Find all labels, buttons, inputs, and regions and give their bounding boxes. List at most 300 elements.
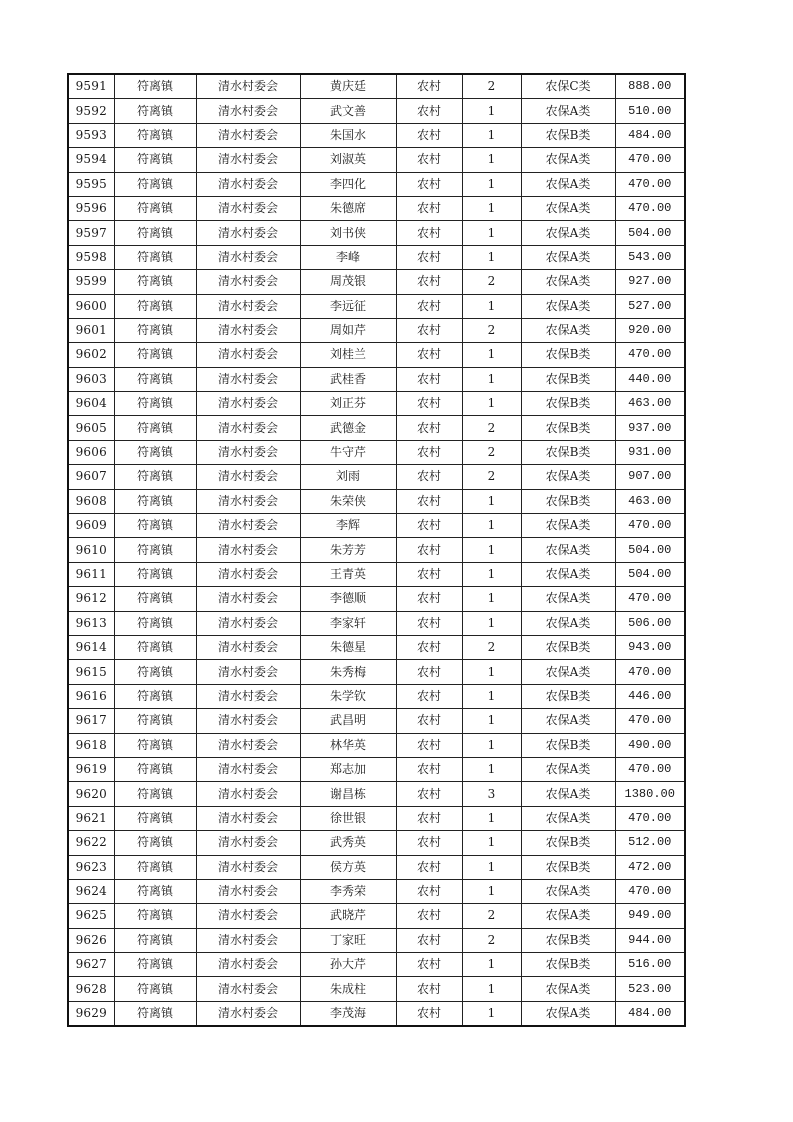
name-cell: 武德金 bbox=[300, 416, 396, 440]
household-size-cell: 1 bbox=[462, 831, 521, 855]
serial-number-cell: 9612 bbox=[68, 587, 114, 611]
town-cell: 符离镇 bbox=[114, 953, 196, 977]
household-size-cell: 2 bbox=[462, 465, 521, 489]
area-type-cell: 农村 bbox=[396, 74, 462, 99]
area-type-cell: 农村 bbox=[396, 1001, 462, 1026]
serial-number-cell: 9606 bbox=[68, 440, 114, 464]
area-type-cell: 农村 bbox=[396, 416, 462, 440]
table-row bbox=[68, 977, 685, 1001]
insurance-class-cell: 农保B类 bbox=[521, 416, 615, 440]
serial-number-cell: 9591 bbox=[68, 74, 114, 99]
household-size-cell: 1 bbox=[462, 221, 521, 245]
household-size-cell: 1 bbox=[462, 953, 521, 977]
village-committee-cell: 清水村委会 bbox=[196, 684, 300, 708]
village-committee-cell: 清水村委会 bbox=[196, 953, 300, 977]
village-committee-cell: 清水村委会 bbox=[196, 343, 300, 367]
village-committee-cell: 清水村委会 bbox=[196, 392, 300, 416]
area-type-cell: 农村 bbox=[396, 587, 462, 611]
serial-number-cell: 9605 bbox=[68, 416, 114, 440]
village-committee-cell: 清水村委会 bbox=[196, 660, 300, 684]
village-committee-cell: 清水村委会 bbox=[196, 562, 300, 586]
amount-cell: 927.00 bbox=[615, 270, 685, 294]
town-cell: 符离镇 bbox=[114, 879, 196, 903]
household-size-cell: 1 bbox=[462, 733, 521, 757]
amount-cell: 463.00 bbox=[615, 489, 685, 513]
town-cell: 符离镇 bbox=[114, 733, 196, 757]
amount-cell: 504.00 bbox=[615, 221, 685, 245]
serial-number-cell: 9594 bbox=[68, 148, 114, 172]
serial-number-cell: 9619 bbox=[68, 757, 114, 781]
insurance-class-cell: 农保A类 bbox=[521, 196, 615, 220]
area-type-cell: 农村 bbox=[396, 660, 462, 684]
town-cell: 符离镇 bbox=[114, 221, 196, 245]
area-type-cell: 农村 bbox=[396, 684, 462, 708]
town-cell: 符离镇 bbox=[114, 148, 196, 172]
amount-cell: 484.00 bbox=[615, 1001, 685, 1026]
town-cell: 符离镇 bbox=[114, 684, 196, 708]
insurance-class-cell: 农保A类 bbox=[521, 318, 615, 342]
amount-cell: 446.00 bbox=[615, 684, 685, 708]
amount-cell: 470.00 bbox=[615, 196, 685, 220]
household-size-cell: 1 bbox=[462, 172, 521, 196]
area-type-cell: 农村 bbox=[396, 879, 462, 903]
amount-cell: 470.00 bbox=[615, 587, 685, 611]
area-type-cell: 农村 bbox=[396, 465, 462, 489]
household-size-cell: 1 bbox=[462, 294, 521, 318]
town-cell: 符离镇 bbox=[114, 123, 196, 147]
name-cell: 孙大芹 bbox=[300, 953, 396, 977]
village-committee-cell: 清水村委会 bbox=[196, 99, 300, 123]
household-size-cell: 1 bbox=[462, 709, 521, 733]
village-committee-cell: 清水村委会 bbox=[196, 294, 300, 318]
town-cell: 符离镇 bbox=[114, 440, 196, 464]
area-type-cell: 农村 bbox=[396, 953, 462, 977]
table-row bbox=[68, 416, 685, 440]
amount-cell: 949.00 bbox=[615, 904, 685, 928]
insurance-class-cell: 农保A类 bbox=[521, 562, 615, 586]
name-cell: 林华英 bbox=[300, 733, 396, 757]
town-cell: 符离镇 bbox=[114, 587, 196, 611]
insurance-class-cell: 农保A类 bbox=[521, 172, 615, 196]
name-cell: 朱荣侠 bbox=[300, 489, 396, 513]
serial-number-cell: 9613 bbox=[68, 611, 114, 635]
town-cell: 符离镇 bbox=[114, 806, 196, 830]
insurance-class-cell: 农保A类 bbox=[521, 294, 615, 318]
serial-number-cell: 9602 bbox=[68, 343, 114, 367]
serial-number-cell: 9596 bbox=[68, 196, 114, 220]
insurance-class-cell: 农保A类 bbox=[521, 1001, 615, 1026]
insurance-class-cell: 农保B类 bbox=[521, 928, 615, 952]
amount-cell: 943.00 bbox=[615, 635, 685, 659]
serial-number-cell: 9603 bbox=[68, 367, 114, 391]
insurance-class-cell: 农保B类 bbox=[521, 367, 615, 391]
table-row bbox=[68, 855, 685, 879]
name-cell: 黄庆廷 bbox=[300, 74, 396, 99]
insurance-class-cell: 农保A类 bbox=[521, 245, 615, 269]
insurance-class-cell: 农保C类 bbox=[521, 74, 615, 99]
area-type-cell: 农村 bbox=[396, 855, 462, 879]
village-committee-cell: 清水村委会 bbox=[196, 928, 300, 952]
household-size-cell: 2 bbox=[462, 318, 521, 342]
name-cell: 武桂香 bbox=[300, 367, 396, 391]
table-row bbox=[68, 831, 685, 855]
area-type-cell: 农村 bbox=[396, 367, 462, 391]
household-size-cell: 2 bbox=[462, 904, 521, 928]
town-cell: 符离镇 bbox=[114, 660, 196, 684]
insurance-class-cell: 农保B类 bbox=[521, 489, 615, 513]
serial-number-cell: 9626 bbox=[68, 928, 114, 952]
amount-cell: 543.00 bbox=[615, 245, 685, 269]
table-row bbox=[68, 74, 685, 99]
name-cell: 刘雨 bbox=[300, 465, 396, 489]
village-committee-cell: 清水村委会 bbox=[196, 270, 300, 294]
village-committee-cell: 清水村委会 bbox=[196, 245, 300, 269]
name-cell: 朱学钦 bbox=[300, 684, 396, 708]
insurance-class-cell: 农保A类 bbox=[521, 99, 615, 123]
serial-number-cell: 9593 bbox=[68, 123, 114, 147]
town-cell: 符离镇 bbox=[114, 562, 196, 586]
insurance-class-cell: 农保B类 bbox=[521, 684, 615, 708]
village-committee-cell: 清水村委会 bbox=[196, 514, 300, 538]
village-committee-cell: 清水村委会 bbox=[196, 148, 300, 172]
insurance-class-cell: 农保A类 bbox=[521, 757, 615, 781]
amount-cell: 470.00 bbox=[615, 806, 685, 830]
table-row bbox=[68, 318, 685, 342]
amount-cell: 510.00 bbox=[615, 99, 685, 123]
insurance-class-cell: 农保B类 bbox=[521, 123, 615, 147]
name-cell: 朱德席 bbox=[300, 196, 396, 220]
amount-cell: 920.00 bbox=[615, 318, 685, 342]
table-row bbox=[68, 172, 685, 196]
village-committee-cell: 清水村委会 bbox=[196, 611, 300, 635]
area-type-cell: 农村 bbox=[396, 562, 462, 586]
amount-cell: 490.00 bbox=[615, 733, 685, 757]
area-type-cell: 农村 bbox=[396, 709, 462, 733]
household-size-cell: 1 bbox=[462, 392, 521, 416]
table-row bbox=[68, 392, 685, 416]
town-cell: 符离镇 bbox=[114, 343, 196, 367]
village-committee-cell: 清水村委会 bbox=[196, 782, 300, 806]
name-cell: 谢昌栋 bbox=[300, 782, 396, 806]
area-type-cell: 农村 bbox=[396, 538, 462, 562]
household-size-cell: 1 bbox=[462, 1001, 521, 1026]
household-size-cell: 1 bbox=[462, 148, 521, 172]
name-cell: 朱芳芳 bbox=[300, 538, 396, 562]
insurance-class-cell: 农保A类 bbox=[521, 977, 615, 1001]
household-size-cell: 3 bbox=[462, 782, 521, 806]
insurance-class-cell: 农保A类 bbox=[521, 879, 615, 903]
table-row bbox=[68, 782, 685, 806]
area-type-cell: 农村 bbox=[396, 806, 462, 830]
town-cell: 符离镇 bbox=[114, 635, 196, 659]
table-row bbox=[68, 733, 685, 757]
town-cell: 符离镇 bbox=[114, 74, 196, 99]
table-row bbox=[68, 684, 685, 708]
serial-number-cell: 9608 bbox=[68, 489, 114, 513]
household-size-cell: 2 bbox=[462, 270, 521, 294]
village-committee-cell: 清水村委会 bbox=[196, 123, 300, 147]
town-cell: 符离镇 bbox=[114, 489, 196, 513]
serial-number-cell: 9599 bbox=[68, 270, 114, 294]
name-cell: 朱秀梅 bbox=[300, 660, 396, 684]
household-size-cell: 1 bbox=[462, 684, 521, 708]
amount-cell: 506.00 bbox=[615, 611, 685, 635]
area-type-cell: 农村 bbox=[396, 221, 462, 245]
village-committee-cell: 清水村委会 bbox=[196, 318, 300, 342]
name-cell: 周茂银 bbox=[300, 270, 396, 294]
town-cell: 符离镇 bbox=[114, 245, 196, 269]
household-size-cell: 1 bbox=[462, 879, 521, 903]
serial-number-cell: 9609 bbox=[68, 514, 114, 538]
amount-cell: 470.00 bbox=[615, 757, 685, 781]
amount-cell: 470.00 bbox=[615, 172, 685, 196]
name-cell: 王青英 bbox=[300, 562, 396, 586]
name-cell: 朱德星 bbox=[300, 635, 396, 659]
area-type-cell: 农村 bbox=[396, 245, 462, 269]
area-type-cell: 农村 bbox=[396, 270, 462, 294]
village-committee-cell: 清水村委会 bbox=[196, 196, 300, 220]
serial-number-cell: 9595 bbox=[68, 172, 114, 196]
town-cell: 符离镇 bbox=[114, 977, 196, 1001]
name-cell: 李四化 bbox=[300, 172, 396, 196]
serial-number-cell: 9615 bbox=[68, 660, 114, 684]
serial-number-cell: 9623 bbox=[68, 855, 114, 879]
village-committee-cell: 清水村委会 bbox=[196, 172, 300, 196]
amount-cell: 523.00 bbox=[615, 977, 685, 1001]
area-type-cell: 农村 bbox=[396, 123, 462, 147]
table-row bbox=[68, 196, 685, 220]
town-cell: 符离镇 bbox=[114, 465, 196, 489]
village-committee-cell: 清水村委会 bbox=[196, 1001, 300, 1026]
name-cell: 刘桂兰 bbox=[300, 343, 396, 367]
insurance-class-cell: 农保A类 bbox=[521, 660, 615, 684]
name-cell: 武文善 bbox=[300, 99, 396, 123]
village-committee-cell: 清水村委会 bbox=[196, 416, 300, 440]
table-row bbox=[68, 806, 685, 830]
name-cell: 徐世银 bbox=[300, 806, 396, 830]
area-type-cell: 农村 bbox=[396, 318, 462, 342]
table-row bbox=[68, 1001, 685, 1026]
serial-number-cell: 9622 bbox=[68, 831, 114, 855]
table-body bbox=[68, 74, 685, 1026]
table-row bbox=[68, 343, 685, 367]
village-committee-cell: 清水村委会 bbox=[196, 879, 300, 903]
household-size-cell: 1 bbox=[462, 514, 521, 538]
insurance-class-cell: 农保A类 bbox=[521, 221, 615, 245]
table-row bbox=[68, 562, 685, 586]
town-cell: 符离镇 bbox=[114, 318, 196, 342]
table-row bbox=[68, 928, 685, 952]
amount-cell: 470.00 bbox=[615, 709, 685, 733]
village-committee-cell: 清水村委会 bbox=[196, 587, 300, 611]
household-size-cell: 1 bbox=[462, 562, 521, 586]
insurance-class-cell: 农保B类 bbox=[521, 855, 615, 879]
household-size-cell: 2 bbox=[462, 440, 521, 464]
insurance-class-cell: 农保A类 bbox=[521, 611, 615, 635]
table-row bbox=[68, 709, 685, 733]
area-type-cell: 农村 bbox=[396, 831, 462, 855]
village-committee-cell: 清水村委会 bbox=[196, 806, 300, 830]
insurance-class-cell: 农保B类 bbox=[521, 953, 615, 977]
table-row bbox=[68, 123, 685, 147]
name-cell: 李茂海 bbox=[300, 1001, 396, 1026]
area-type-cell: 农村 bbox=[396, 635, 462, 659]
serial-number-cell: 9611 bbox=[68, 562, 114, 586]
household-size-cell: 2 bbox=[462, 74, 521, 99]
village-committee-cell: 清水村委会 bbox=[196, 733, 300, 757]
table-row bbox=[68, 99, 685, 123]
amount-cell: 504.00 bbox=[615, 538, 685, 562]
amount-cell: 516.00 bbox=[615, 953, 685, 977]
village-committee-cell: 清水村委会 bbox=[196, 465, 300, 489]
insurance-class-cell: 农保A类 bbox=[521, 465, 615, 489]
town-cell: 符离镇 bbox=[114, 782, 196, 806]
serial-number-cell: 9627 bbox=[68, 953, 114, 977]
household-size-cell: 1 bbox=[462, 196, 521, 220]
name-cell: 武昌明 bbox=[300, 709, 396, 733]
serial-number-cell: 9601 bbox=[68, 318, 114, 342]
serial-number-cell: 9618 bbox=[68, 733, 114, 757]
name-cell: 丁家旺 bbox=[300, 928, 396, 952]
area-type-cell: 农村 bbox=[396, 904, 462, 928]
serial-number-cell: 9617 bbox=[68, 709, 114, 733]
insurance-class-cell: 农保A类 bbox=[521, 806, 615, 830]
name-cell: 朱成柱 bbox=[300, 977, 396, 1001]
name-cell: 李峰 bbox=[300, 245, 396, 269]
amount-cell: 470.00 bbox=[615, 148, 685, 172]
serial-number-cell: 9621 bbox=[68, 806, 114, 830]
name-cell: 刘书侠 bbox=[300, 221, 396, 245]
table-row bbox=[68, 879, 685, 903]
insurance-class-cell: 农保A类 bbox=[521, 904, 615, 928]
serial-number-cell: 9604 bbox=[68, 392, 114, 416]
amount-cell: 470.00 bbox=[615, 514, 685, 538]
amount-cell: 440.00 bbox=[615, 367, 685, 391]
table-row bbox=[68, 489, 685, 513]
village-committee-cell: 清水村委会 bbox=[196, 74, 300, 99]
area-type-cell: 农村 bbox=[396, 928, 462, 952]
table-row bbox=[68, 904, 685, 928]
household-size-cell: 1 bbox=[462, 660, 521, 684]
household-size-cell: 1 bbox=[462, 343, 521, 367]
town-cell: 符离镇 bbox=[114, 611, 196, 635]
insurance-class-cell: 农保A类 bbox=[521, 148, 615, 172]
household-size-cell: 1 bbox=[462, 489, 521, 513]
amount-cell: 470.00 bbox=[615, 660, 685, 684]
household-size-cell: 1 bbox=[462, 587, 521, 611]
table-row bbox=[68, 440, 685, 464]
name-cell: 刘正芬 bbox=[300, 392, 396, 416]
insurance-class-cell: 农保A类 bbox=[521, 538, 615, 562]
household-size-cell: 1 bbox=[462, 855, 521, 879]
insurance-class-cell: 农保A类 bbox=[521, 782, 615, 806]
insurance-class-cell: 农保A类 bbox=[521, 709, 615, 733]
amount-cell: 937.00 bbox=[615, 416, 685, 440]
area-type-cell: 农村 bbox=[396, 392, 462, 416]
town-cell: 符离镇 bbox=[114, 928, 196, 952]
town-cell: 符离镇 bbox=[114, 757, 196, 781]
household-size-cell: 1 bbox=[462, 611, 521, 635]
name-cell: 李辉 bbox=[300, 514, 396, 538]
household-size-cell: 2 bbox=[462, 635, 521, 659]
area-type-cell: 农村 bbox=[396, 196, 462, 220]
serial-number-cell: 9597 bbox=[68, 221, 114, 245]
area-type-cell: 农村 bbox=[396, 172, 462, 196]
name-cell: 牛守芹 bbox=[300, 440, 396, 464]
table-row bbox=[68, 587, 685, 611]
table-row bbox=[68, 635, 685, 659]
household-size-cell: 1 bbox=[462, 123, 521, 147]
town-cell: 符离镇 bbox=[114, 538, 196, 562]
table-row bbox=[68, 221, 685, 245]
serial-number-cell: 9629 bbox=[68, 1001, 114, 1026]
household-size-cell: 2 bbox=[462, 928, 521, 952]
insurance-class-cell: 农保A类 bbox=[521, 514, 615, 538]
table-row bbox=[68, 953, 685, 977]
village-committee-cell: 清水村委会 bbox=[196, 489, 300, 513]
table-row bbox=[68, 367, 685, 391]
village-committee-cell: 清水村委会 bbox=[196, 709, 300, 733]
table-row bbox=[68, 294, 685, 318]
amount-cell: 512.00 bbox=[615, 831, 685, 855]
amount-cell: 472.00 bbox=[615, 855, 685, 879]
village-committee-cell: 清水村委会 bbox=[196, 904, 300, 928]
town-cell: 符离镇 bbox=[114, 367, 196, 391]
town-cell: 符离镇 bbox=[114, 831, 196, 855]
serial-number-cell: 9625 bbox=[68, 904, 114, 928]
table-row bbox=[68, 757, 685, 781]
household-size-cell: 1 bbox=[462, 977, 521, 1001]
name-cell: 李德顺 bbox=[300, 587, 396, 611]
area-type-cell: 农村 bbox=[396, 148, 462, 172]
town-cell: 符离镇 bbox=[114, 172, 196, 196]
town-cell: 符离镇 bbox=[114, 1001, 196, 1026]
village-committee-cell: 清水村委会 bbox=[196, 221, 300, 245]
area-type-cell: 农村 bbox=[396, 489, 462, 513]
household-size-cell: 1 bbox=[462, 367, 521, 391]
household-size-cell: 1 bbox=[462, 99, 521, 123]
name-cell: 李远征 bbox=[300, 294, 396, 318]
beneficiary-table bbox=[67, 73, 686, 1027]
town-cell: 符离镇 bbox=[114, 99, 196, 123]
village-committee-cell: 清水村委会 bbox=[196, 538, 300, 562]
insurance-class-cell: 农保B类 bbox=[521, 635, 615, 659]
serial-number-cell: 9600 bbox=[68, 294, 114, 318]
area-type-cell: 农村 bbox=[396, 440, 462, 464]
serial-number-cell: 9592 bbox=[68, 99, 114, 123]
serial-number-cell: 9614 bbox=[68, 635, 114, 659]
insurance-class-cell: 农保B类 bbox=[521, 343, 615, 367]
amount-cell: 944.00 bbox=[615, 928, 685, 952]
name-cell: 郑志加 bbox=[300, 757, 396, 781]
name-cell: 李秀荣 bbox=[300, 879, 396, 903]
table-row bbox=[68, 148, 685, 172]
household-size-cell: 1 bbox=[462, 538, 521, 562]
area-type-cell: 农村 bbox=[396, 611, 462, 635]
household-size-cell: 2 bbox=[462, 416, 521, 440]
name-cell: 侯方英 bbox=[300, 855, 396, 879]
area-type-cell: 农村 bbox=[396, 99, 462, 123]
town-cell: 符离镇 bbox=[114, 196, 196, 220]
amount-cell: 484.00 bbox=[615, 123, 685, 147]
amount-cell: 1380.00 bbox=[615, 782, 685, 806]
household-size-cell: 1 bbox=[462, 757, 521, 781]
household-size-cell: 1 bbox=[462, 245, 521, 269]
town-cell: 符离镇 bbox=[114, 392, 196, 416]
amount-cell: 888.00 bbox=[615, 74, 685, 99]
amount-cell: 907.00 bbox=[615, 465, 685, 489]
name-cell: 武秀英 bbox=[300, 831, 396, 855]
